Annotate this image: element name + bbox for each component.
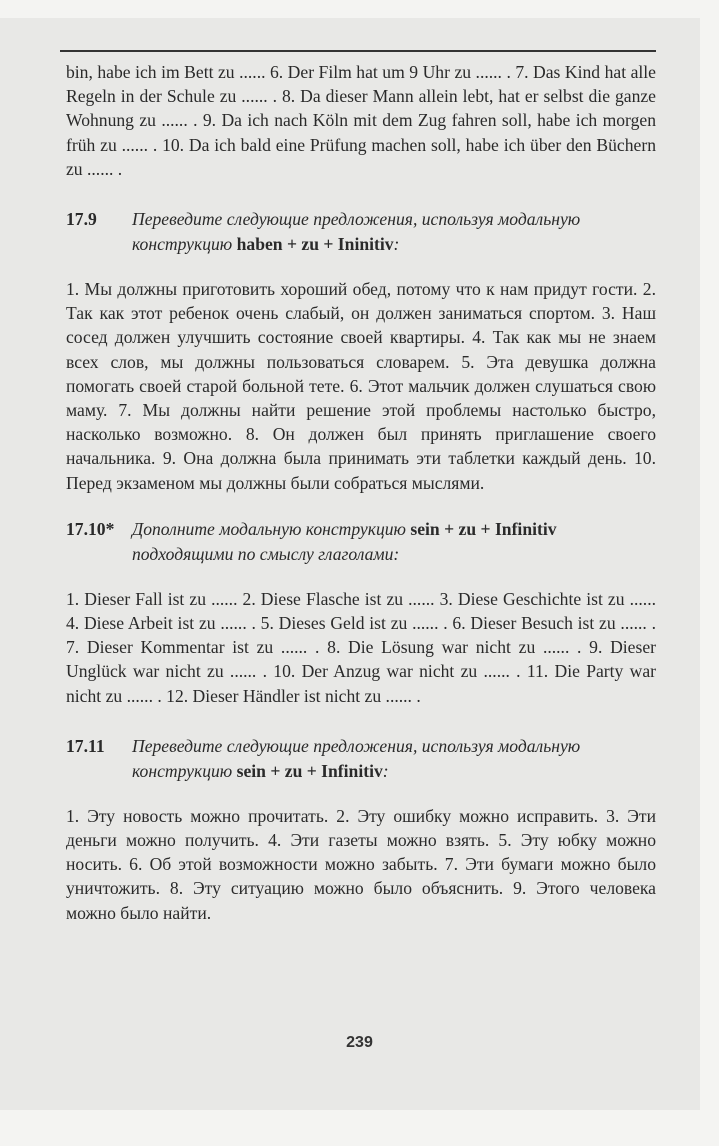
exercise-instruction: Переведите следующие предложения, используя модальную конструкцию haben + zu + Ininitiv: bbox=[132, 209, 581, 255]
intro-paragraph: bin, habe ich im Bett zu ...... 6. Der Film hat um 9 Uhr zu ...... . 7. Das Kind hat alle Regeln in der Schule zu ...... . 8. Da dieser Mann allein lebt, hat er selbst die ganze Wohnung zu ...... . 9. Da ich nach Köln mit dem Zug fahren soll, habe ich morgen früh zu ...... . 10. Da ich bald eine Prüfung machen soll, habe ich über den Büchern zu ...... . bbox=[66, 62, 656, 179]
construction-formula: haben + zu + Ininitiv bbox=[236, 234, 394, 255]
exercise-17-11 bbox=[66, 734, 656, 925]
exercise-task: 1. Эту новость можно прочитать. 2. Эту ошибку можно исправить. 3. Эти деньги можно получить. 4. Эти газеты можно взять. 5. Эту юбку можно носить. 6. Об этой возможности можно забыть. 7. Эти бумаги можно было уничтожить. 8. Эту ситуацию можно было объяснить. 9. Этого человека можно было найти. bbox=[66, 805, 656, 923]
exercise-number: 17.9 bbox=[66, 209, 97, 230]
construction-formula: sein + zu + Infinitiv bbox=[236, 760, 383, 781]
book-page bbox=[0, 18, 700, 1110]
page-number: 239 bbox=[346, 1034, 373, 1051]
exercise-task: 1. Мы должны приготовить хороший обед, потому что к нам придут гости. 2. Так как этот ребенок очень слабый, он должен заниматься спортом. 3. Наш сосед должен улучшить состояние своей квартиры. 4. Так как мы не знаем всех слов, мы должны пользоваться словарем. 5. Эта девушка должна помогать своей старой больной тете. 6. Этот мальчик должен слушаться свою маму. 7. Мы должны найти решение этой проблемы настолько быстро, насколько возможно. 8. Он должен был принять приглашение своего начальника. 9. Она должна была принимать эти таблетки каждый день. 10. Перед экзаменом мы должны были собраться мыслями. bbox=[66, 279, 656, 493]
page-content bbox=[66, 60, 656, 942]
exercise-heading bbox=[66, 517, 656, 567]
header-rule bbox=[60, 50, 656, 52]
exercise-number: 17.11 bbox=[66, 735, 105, 756]
exercise-number: 17.10* bbox=[66, 518, 115, 539]
exercise-instruction: Переведите следующие предложения, используя модальную конструкцию sein + zu + Infinitiv: bbox=[132, 735, 581, 781]
exercise-instruction: Дополните модальную конструкцию sein + zu + Infinitiv подходящими по смыслу глаголами: bbox=[132, 518, 557, 564]
exercise-heading bbox=[66, 207, 656, 257]
exercise-task: 1. Dieser Fall ist zu ...... 2. Diese Flasche ist zu ...... 3. Diese Geschichte ist zu ...... 4. Diese Arbeit ist zu ...... . 5. Dieses Geld ist zu ...... . 6. Dieser Besuch ist zu ...... . 7. Dieser Kommentar ist zu ...... . 8. Die Lösung war nicht zu ...... . 9. Dieser Unglück war nicht zu ...... . 10. Der Anzug war nicht zu ...... . 11. Die Party war nicht zu ...... . 12. Dieser Händler ist nicht zu ...... . bbox=[66, 588, 656, 706]
construction-formula: sein + zu + Infinitiv bbox=[410, 518, 557, 539]
exercise-heading bbox=[66, 734, 656, 784]
exercise-17-9 bbox=[66, 207, 656, 495]
exercise-17-10 bbox=[66, 517, 656, 708]
